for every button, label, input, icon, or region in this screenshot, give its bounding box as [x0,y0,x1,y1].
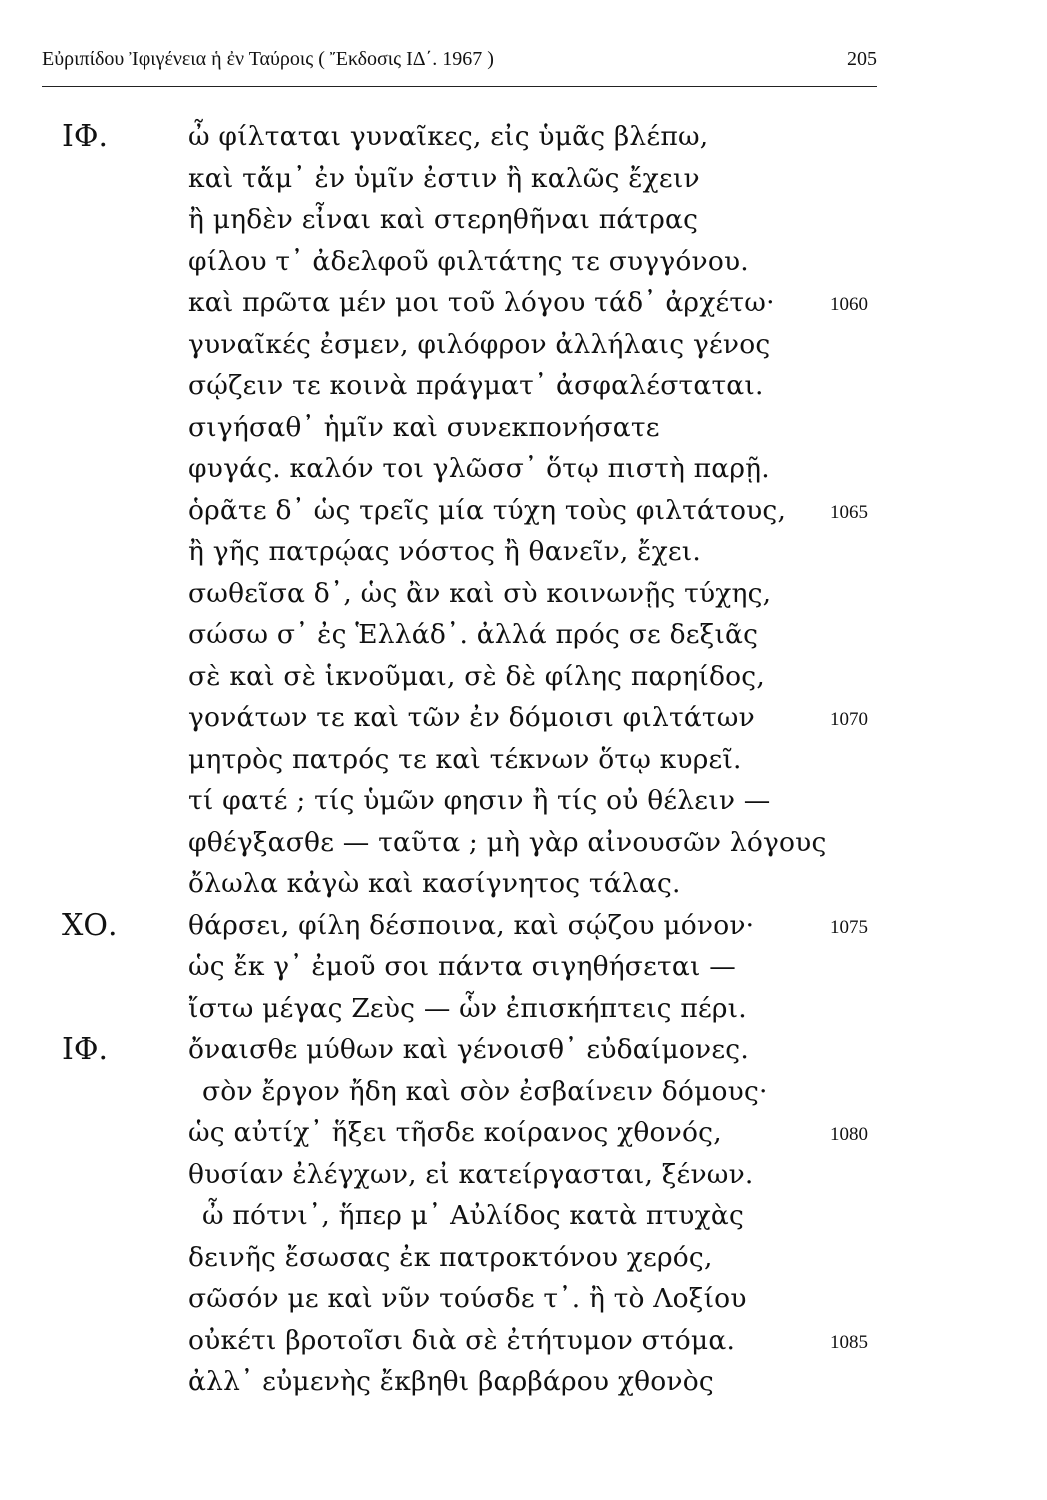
verse-line [0,1195,1047,1237]
verse-line [0,1071,1047,1113]
verse-line-text: θυσίαν ἐλέγχων, εἰ κατείργασται, ξένων. [188,1158,754,1190]
line-number: 1080 [830,1124,868,1145]
verse-line [0,988,1047,1030]
speaker-label: ΧΟ. [62,907,118,943]
verse-line-text: καὶ τἄμ᾽ ἐν ὑμῖν ἐστιν ἢ καλῶς ἔχειν [188,162,700,194]
verse-line-text: καὶ πρῶτα μέν μοι τοῦ λόγου τάδ᾽ ἀρχέτω· [188,287,775,318]
verse-line [0,863,1047,905]
verse-line-text: τί φατέ ; τίς ὑμῶν φησιν ἢ τίς οὐ θέλειν — [188,785,771,816]
verse-line-text: οὐκέτι βροτοῖσι διὰ σὲ ἐτήτυμον στόμα. [188,1324,736,1356]
verse-line [0,822,1047,864]
verse-line-text: ὦ φίλταται γυναῖκες, εἰς ὑμᾶς βλέπω, [188,121,709,152]
line-number: 1060 [830,294,868,315]
speaker-label: ΙΦ. [62,119,108,154]
verse-line [0,780,1047,822]
line-number: 1075 [830,916,868,938]
verse-line-text: ἀλλ᾽ εὐμενὴς ἔκβηθι βαρβάρου χθονὸς [188,1366,714,1397]
verse-line [0,905,1047,947]
verse-line [0,1320,1047,1362]
verse-line [0,1029,1047,1071]
verse-line [0,1112,1047,1154]
verse-line [0,697,1047,739]
verse-line [0,116,1047,158]
verse-line-text: ὡς ἔκ γ᾽ ἐμοῦ σοι πάντα σιγηθήσεται — [188,951,736,982]
verse-line [0,490,1047,532]
verse-line-text: φθέγξασθε — ταῦτα ; μὴ γὰρ αἰνουσῶν λόγους [188,826,827,858]
verse-line [0,158,1047,200]
verse-line [0,1278,1047,1320]
page-number: 205 [847,48,877,70]
verse-line-text: θάρσει, φίλη δέσποινα, καὶ σῴζου μόνον· [188,909,755,941]
verse-line [0,282,1047,324]
verse-line-text: ὄναισθε μύθων καὶ γένοισθ᾽ εὐδαίμονες. [188,1034,749,1065]
verse-line [0,656,1047,698]
verse-line-text: σωθεῖσα δ᾽, ὡς ἂν καὶ σὺ κοινωνῇς τύχης, [188,577,772,609]
verse-line [0,407,1047,449]
verse-line-text: ὁρᾶτε δ᾽ ὡς τρεῖς μία τύχη τοὺς φιλτάτους, [188,494,787,526]
line-number: 1065 [830,501,868,523]
verse-line [0,1237,1047,1279]
verse-line-text: σῴζειν τε κοινὰ πράγματ᾽ ἀσφαλέσταται. [188,370,764,401]
verse-line-text: ἢ γῆς πατρῴας νόστος ἢ θανεῖν, ἔχει. [188,536,701,567]
verse-line-text: γονάτων τε καὶ τῶν ἐν δόμοισι φιλτάτων [188,702,755,733]
verse-line-text: σὸν ἔργον ἤδη καὶ σὸν ἐσβαίνειν δόμους· [202,1075,768,1107]
verse-line [0,1154,1047,1196]
line-number: 1070 [830,709,868,730]
verse-line-text: ἴστω μέγας Ζεὺς — ὧν ἐπισκήπτεις πέρι. [188,992,747,1024]
verse-line [0,324,1047,366]
verse-line-text: φυγάς. καλόν τοι γλῶσσ᾽ ὅτῳ πιστὴ παρῇ. [188,453,770,484]
verse-line-text: δεινῆς ἔσωσας ἐκ πατροκτόνου χερός, [188,1241,713,1273]
verse-line-text: σιγήσαθ᾽ ἡμῖν καὶ συνεκπονήσατε [188,411,660,443]
verse-line [0,739,1047,781]
header-rule [42,86,877,87]
line-number: 1085 [830,1331,868,1353]
running-header [42,48,877,78]
verse-line-text: σῶσόν με καὶ νῦν τούσδε τ᾽. ἢ τὸ Λοξίου [188,1283,747,1314]
verse-line [0,448,1047,490]
verse-line [0,365,1047,407]
verse-line [0,531,1047,573]
verse-line-text: ὄλωλα κἀγὼ καὶ κασίγνητος τάλας. [188,868,681,899]
running-title: Εὐριπίδου Ἰφιγένεια ἡ ἐν Ταύροις ( Ἔκδοσις ΙΔ΄. 1967 ) [42,48,494,70]
verse-line [0,241,1047,283]
verse-line-text: φίλου τ᾽ ἀδελφοῦ φιλτάτης τε συγγόνου. [188,245,749,277]
verse-line [0,614,1047,656]
verse-line-text: σώσω σ᾽ ἐς Ἑλλάδ᾽. ἀλλά πρός σε δεξιᾶς [188,619,759,650]
verse-line-text: μητρὸς πατρός τε καὶ τέκνων ὅτῳ κυρεῖ. [188,743,742,775]
verse-line [0,573,1047,615]
verse-text [0,116,1047,1403]
verse-line-text: σὲ καὶ σὲ ἱκνοῦμαι, σὲ δὲ φίλης παρηίδος, [188,660,765,692]
verse-line [0,946,1047,988]
verse-line-text: ὡς αὐτίχ᾽ ἥξει τῆσδε κοίρανος χθονός, [188,1117,722,1148]
verse-line-text: γυναῖκές ἐσμεν, φιλόφρον ἀλλήλαις γένος [188,328,771,360]
speaker-label: ΙΦ. [62,1032,108,1067]
verse-line-text: ὦ πότνι᾽, ἥπερ μ᾽ Αὐλίδος κατὰ πτυχὰς [202,1200,745,1231]
verse-line [0,1361,1047,1403]
verse-line [0,199,1047,241]
verse-line-text: ἢ μηδὲν εἶναι καὶ στερηθῆναι πάτρας [188,204,699,235]
